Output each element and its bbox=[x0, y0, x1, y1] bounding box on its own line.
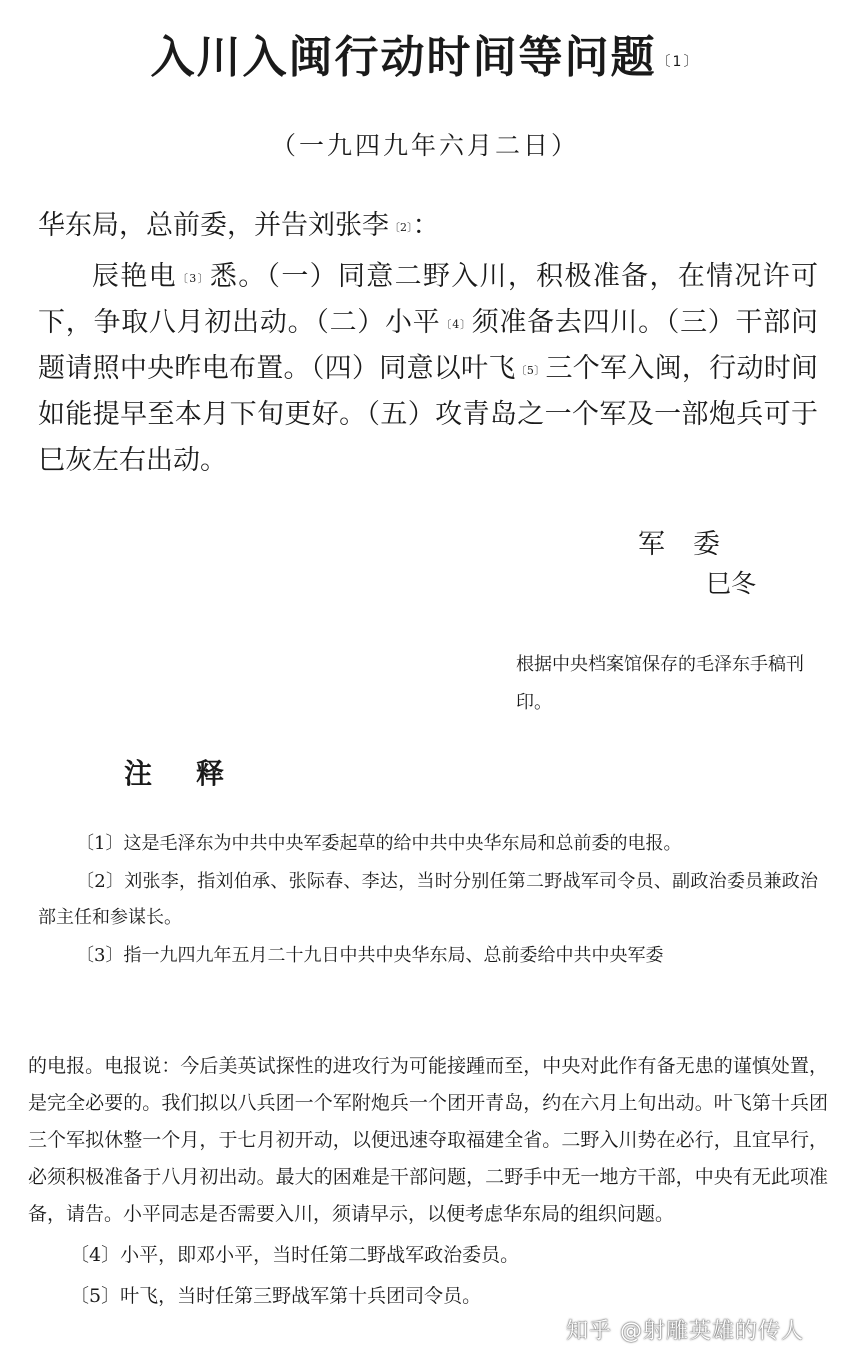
note-4: 〔4〕小平，即邓小平，当时任第二野战军政治委员。 bbox=[70, 1244, 520, 1266]
title-footnote-mark: 〔1〕 bbox=[656, 54, 700, 70]
footnote-mark-3: 〔3〕 bbox=[176, 272, 210, 285]
note-1: 〔1〕这是毛泽东为中共中央军委起草的给中共中央华东局和总前委的电报。 bbox=[76, 833, 682, 854]
notes-heading: 注释 bbox=[124, 757, 269, 790]
body-segment-1: 辰艳电 bbox=[92, 261, 177, 292]
body-paragraph bbox=[38, 254, 818, 484]
notes-section-bottom bbox=[28, 1048, 828, 1319]
salutation-end: ： bbox=[412, 210, 440, 241]
document-date: （一九四九年六月二日） bbox=[270, 131, 579, 160]
note-2: 〔2〕刘张李，指刘伯承、张际春、李达，当时分别任第二野战军司令员、副政治委员兼政治部主任和参谋长。 bbox=[38, 871, 818, 928]
signature-date: 巳冬 bbox=[706, 569, 757, 598]
notes-section-top bbox=[38, 826, 818, 976]
footnote-mark-4: 〔4〕 bbox=[440, 318, 472, 331]
salutation-footnote-mark: 〔2〕 bbox=[389, 221, 413, 234]
watermark: 知乎 @射雕英雄的传人 bbox=[566, 1319, 804, 1344]
title-text: 入川入闽行动时间等问题 bbox=[150, 32, 657, 83]
note-3-continued: 的电报。电报说：今后美英试探性的进攻行为可能接踵而至，中央对此作有备无患的谨慎处置，是完全必要的。我们拟以八兵团一个军附炮兵一个团开青岛，约在六月上旬出动。叶飞第十兵团三个军拟休整一个月，于七月初开动，以便迅速夺取福建全省。二野入川势在必行，且宜早行，必须积极准备于八月初出动。最大的困难是干部问题，二野手中无一地方干部，中央有无此项准备，请告。小平同志是否需要入川，须请早示，以便考虑华东局的组织问题。 bbox=[28, 1055, 828, 1225]
source-note: 根据中央档案馆保存的毛泽东手稿刊印。 bbox=[516, 654, 804, 713]
telegram-body bbox=[38, 254, 818, 484]
note-5: 〔5〕叶飞，当时任第三野战军第十兵团司令员。 bbox=[70, 1285, 482, 1307]
signature-organization: 军委 bbox=[638, 529, 748, 560]
body-segment-3: 须准备去四川。（三）干部问题请照中央昨电布置。（四）同意以叶飞 bbox=[38, 307, 819, 384]
note-3-start: 〔3〕指一九四九年五月二十九日中共中央华东局、总前委给中共中央军委 bbox=[76, 945, 664, 966]
footnote-mark-5: 〔5〕 bbox=[515, 364, 546, 377]
document-title bbox=[0, 28, 850, 88]
body-segment-2: 悉。（一）同意二野入川，积极准备，在情况许可下，争取八月初出动。（二）小平 bbox=[38, 261, 819, 338]
salutation-text: 华东局，总前委，并告刘张李 bbox=[38, 210, 389, 241]
salutation-line bbox=[38, 206, 818, 246]
body-segment-4: 三个军入闽，行动时间如能提早至本月下旬更好。（五）攻青岛之一个军及一部炮兵可于巳灰左右出动。 bbox=[38, 353, 819, 476]
